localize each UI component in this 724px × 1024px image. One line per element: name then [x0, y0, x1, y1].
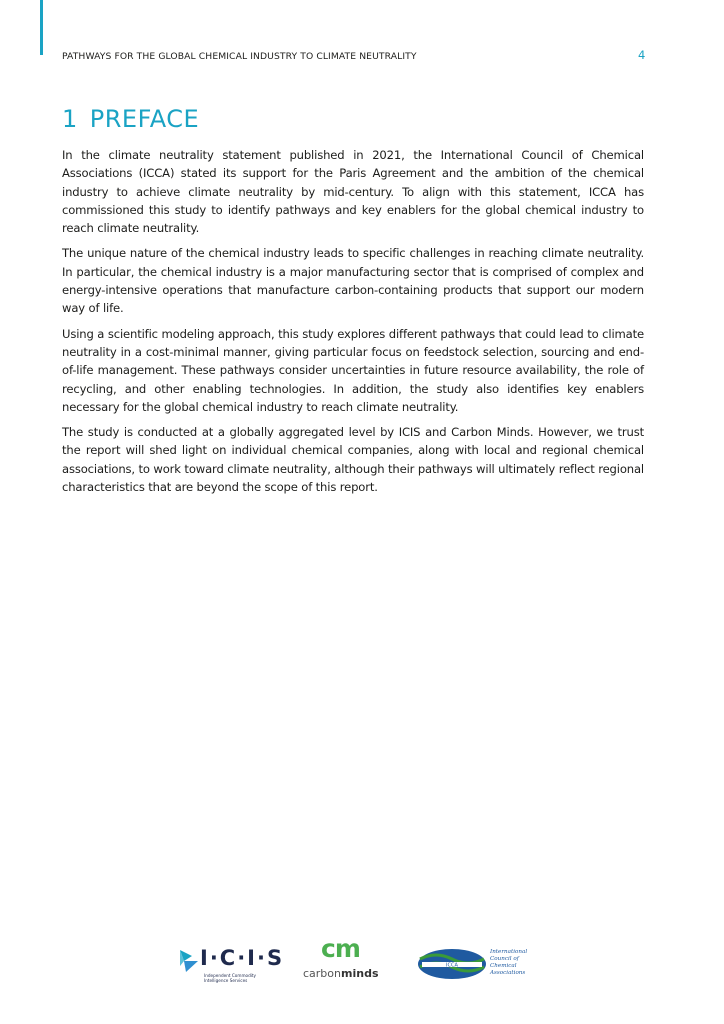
icis-tagline: Independent Commodity Intelligence Services — [204, 973, 257, 983]
icca-globe-icon — [416, 947, 488, 981]
paragraph: In the climate neutrality statement published in 2021, the International Council of Chemical Associations (ICCA) stated its support for the Paris Agreement and the ambition of the chemical industry to achieve climate neutrality by mid-century. To align with this statement, ICCA has commissioned this study to identify pathways and key enablers for the global chemical industry to reach climate neutrality. — [62, 148, 644, 236]
running-header: PATHWAYS FOR THE GLOBAL CHEMICAL INDUSTRY TO CLIMATE NEUTRALITY — [62, 51, 417, 62]
icca-logo — [416, 945, 536, 985]
icis-mark-icon — [178, 948, 200, 974]
page-number: 4 — [638, 48, 646, 62]
icis-logo — [178, 946, 285, 986]
icca-name: International Council of Chemical Associations — [490, 949, 528, 976]
paragraph: Using a scientific modeling approach, this study explores different pathways that could lead to climate neutrality in a cost-minimal manner, giving particular focus on feedstock selection, sourcing and end-of-life management. These pathways consider uncertainties in future resource availability, the role of recycling, and other enabling technologies. In addition, the study also identifies key enablers necessary for the global chemical industry to reach climate neutrality. — [62, 326, 644, 414]
icis-wordmark: I·C·I·S — [200, 946, 285, 970]
section-heading — [62, 105, 199, 133]
carbon-minds-wordmark: carbonminds — [303, 967, 379, 980]
paragraph: The study is conducted at a globally aggregated level by ICIS and Carbon Minds. However, we trust the report will shed light on individual chemical companies, along with local and regional chemical associations, to work toward climate neutrality, although their pathways will ultimately reflect regional characteristics that are beyond the scope of this report. — [62, 425, 644, 495]
section-number: 1 — [62, 105, 78, 133]
svg-text:ICCA: ICCA — [446, 962, 458, 969]
carbon-minds-logo — [303, 934, 379, 986]
cm-mark: cm — [321, 934, 360, 963]
paragraph: The unique nature of the chemical industry leads to specific challenges in reaching climate neutrality. In particular, the chemical industry is a major manufacturing sector that is comprised of complex and energy-intensive operations that manufacture carbon-containing products that support our modern way of life. — [62, 246, 644, 316]
accent-rule — [40, 0, 43, 55]
body-text — [62, 146, 644, 503]
section-title: PREFACE — [89, 105, 200, 133]
footer-logos — [0, 934, 724, 990]
